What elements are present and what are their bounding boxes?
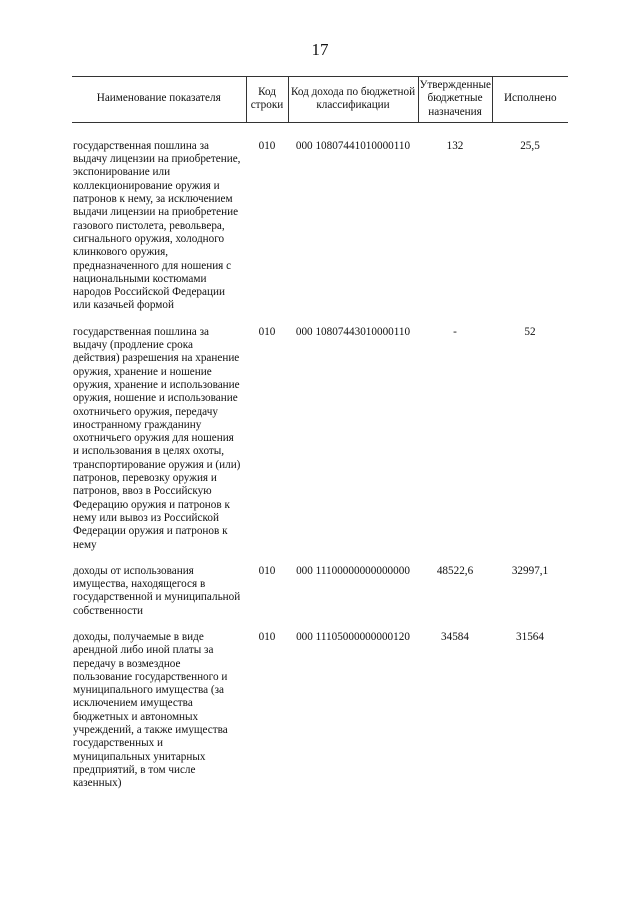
header-executed: Исполнено (492, 77, 568, 123)
row-income-code: 000 11100000000000000 (296, 564, 410, 577)
table-row (72, 122, 568, 312)
row-income-code: 000 10807443010000110 (295, 325, 411, 338)
row-executed: 52 (524, 325, 536, 338)
row-approved: 34584 (441, 630, 469, 643)
row-approved: 48522,6 (436, 564, 474, 577)
row-name: доходы, получаемые в виде арендной либо иной платы за передачу в возмездное пользование государственного и муниципального имущества (за исключением имущества бюджетных и автономных учреждений, а также имущества государственных и муниципальных унитарных предприятий, в том числе казенных) (73, 630, 228, 790)
row-code: 010 (258, 564, 276, 577)
row-spacer (72, 313, 568, 326)
header-row-code: Код строки (246, 77, 288, 123)
row-income-code: 000 10807441010000110 (295, 139, 411, 152)
table-row (72, 565, 568, 618)
row-approved: - (453, 325, 457, 338)
budget-execution-table (72, 76, 568, 791)
row-executed: 32997,1 (511, 564, 549, 577)
row-executed: 25,5 (520, 139, 540, 152)
header-name: Наименование показателя (72, 77, 246, 123)
row-income-code: 000 11105000000000120 (296, 630, 410, 643)
row-code: 010 (258, 139, 276, 152)
table-row (72, 631, 568, 791)
row-code: 010 (258, 630, 276, 643)
table-header-row (72, 77, 568, 123)
row-name: государственная пошлина за выдачу лицензии на приобретение, экспонирование или коллекционирование оружия и патронов к нему, за исключением выдачи лицензии на приобретение газового пистолета, револьвера, сигнального оружия, холодного клинкового оружия, предназначенного для ношения с национальными костюмами народов Российской Федерации или казачьей формой (73, 139, 241, 312)
row-spacer (72, 552, 568, 565)
table-row (72, 326, 568, 552)
row-name: доходы от использования имущества, находящегося в государственной и муниципальной собственности (73, 564, 241, 617)
row-spacer (72, 618, 568, 631)
row-code: 010 (258, 325, 276, 338)
page-number: 17 (311, 40, 329, 59)
row-name: государственная пошлина за выдачу (продление срока действия) разрешения на хранение оружия, хранение и ношение оружия, хранение и использование оружия, ношение и использование охотничьего оружия, передачу иностранному гражданину охотничьего оружия для ношения и использования в целях охоты, транспортирование оружия и (или) патронов, перевозку оружия и патронов, ввоз в Российскую Федерацию оружия и патронов к нему или вывоз из Российской Федерации оружия и патронов к нему (73, 325, 241, 551)
row-approved: 132 (446, 139, 464, 152)
header-approved: Утвержденные бюджетные назначения (418, 77, 492, 123)
row-executed: 31564 (516, 630, 544, 643)
header-income-code: Код дохода по бюджетной классификации (288, 77, 418, 123)
